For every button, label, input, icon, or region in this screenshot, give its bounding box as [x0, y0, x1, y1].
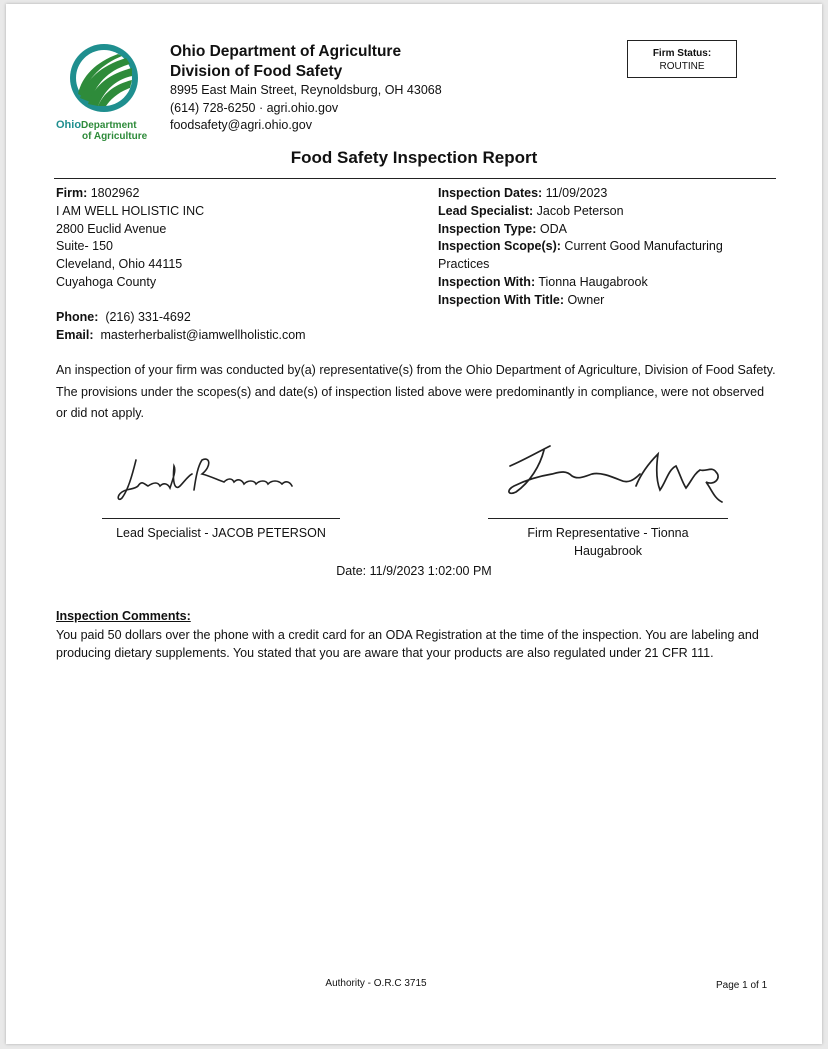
agency-address: 8995 East Main Street, Reynoldsburg, OH 43068	[170, 83, 442, 97]
inspection-dates: 11/09/2023	[545, 186, 608, 200]
lead-specialist-label: Lead Specialist:	[438, 203, 534, 218]
agency-email: foodsafety@agri.ohio.gov	[170, 118, 312, 132]
firm-representative-signature-line	[488, 518, 728, 519]
inspection-with-title: Owner	[567, 292, 605, 307]
firm-representative-caption	[488, 524, 728, 560]
firm-status-value: ROUTINE	[659, 61, 705, 72]
agency-name: Ohio Department of Agriculture	[170, 43, 402, 60]
report-page	[6, 4, 822, 1044]
logo-text-ohio: Ohio	[56, 119, 82, 131]
oda-logo	[52, 40, 160, 144]
firm-representative-caption-line-2: Haugabrook	[573, 544, 643, 558]
firm-line-name: I AM WELL HOLISTIC INC	[56, 203, 205, 218]
firm-line-suite: Suite- 150	[56, 239, 113, 254]
firm-status-box	[627, 40, 737, 78]
comments-heading: Inspection Comments:	[56, 609, 191, 623]
inspection-type: ODA	[539, 221, 567, 236]
firm-label: Firm:	[56, 186, 88, 200]
title-divider	[54, 178, 776, 179]
phone-label: Phone:	[56, 310, 99, 324]
firm-line-county: Cuyahoga County	[56, 274, 157, 289]
inspection-with-label: Inspection With:	[438, 274, 536, 289]
email-label: Email:	[56, 327, 94, 342]
inspection-with-title-label: Inspection With Title:	[438, 292, 565, 307]
intro-paragraph: An inspection of your firm was conducted by(a) representative(s) from the Ohio Department of Agriculture, Division of Food Safety. The provisions under the scopes(s) and date(s) of inspection listed above were predominantly in compliance, were not observed or did not apply.	[56, 363, 776, 420]
firm-id: 1802962	[90, 186, 140, 200]
authority-footer: Authority - O.R.C 3715	[325, 978, 427, 989]
firm-line-city: Cleveland, Ohio 44115	[56, 257, 183, 272]
firm-phone: (216) 331-4692	[105, 310, 191, 324]
lead-specialist: Jacob Peterson	[536, 203, 624, 218]
inspection-scope-label: Inspection Scope(s):	[438, 239, 561, 254]
logo-text-department: Department	[81, 120, 137, 131]
firm-email: masterherbalist@iamwellholistic.com	[100, 327, 306, 342]
lead-signature-image	[114, 446, 304, 506]
signature-date: Date: 11/9/2023 1:02:00 PM	[336, 564, 492, 578]
firm-contact	[56, 309, 306, 345]
firm-line-street: 2800 Euclid Avenue	[56, 221, 167, 236]
inspection-dates-label: Inspection Dates:	[438, 186, 543, 200]
inspection-with: Tionna Haugabrook	[538, 274, 648, 289]
firm-status-label: Firm Status:	[652, 48, 712, 59]
page-number: Page 1 of 1	[716, 980, 768, 991]
inspection-details	[438, 185, 758, 310]
inspection-scope-1: Current Good Manufacturing	[564, 239, 723, 254]
division-name: Division of Food Safety	[170, 63, 343, 80]
inspection-type-label: Inspection Type:	[438, 221, 537, 236]
report-title: Food Safety Inspection Report	[290, 148, 538, 167]
firm-representative-signature-image	[500, 436, 740, 508]
agency-phone-web: (614) 728-6250 · agri.ohio.gov	[170, 100, 339, 115]
comments-body: You paid 50 dollars over the phone with a credit card for an ODA Registration at the time of the inspection. You are labeling and producing dietary supplements. You stated that you are aware that your products are also regulated under 21 CFR 111.	[56, 628, 759, 660]
lead-signature-caption: Lead Specialist - JACOB PETERSON	[116, 526, 326, 540]
firm-representative-caption-line-1: Firm Representative - Tionna	[527, 526, 689, 540]
logo-text-of-agriculture: of Agriculture	[82, 131, 148, 142]
firm-details	[56, 185, 204, 292]
lead-signature-line	[102, 518, 340, 519]
inspection-scope-2: Practices	[438, 257, 490, 272]
agency-info	[170, 42, 442, 135]
